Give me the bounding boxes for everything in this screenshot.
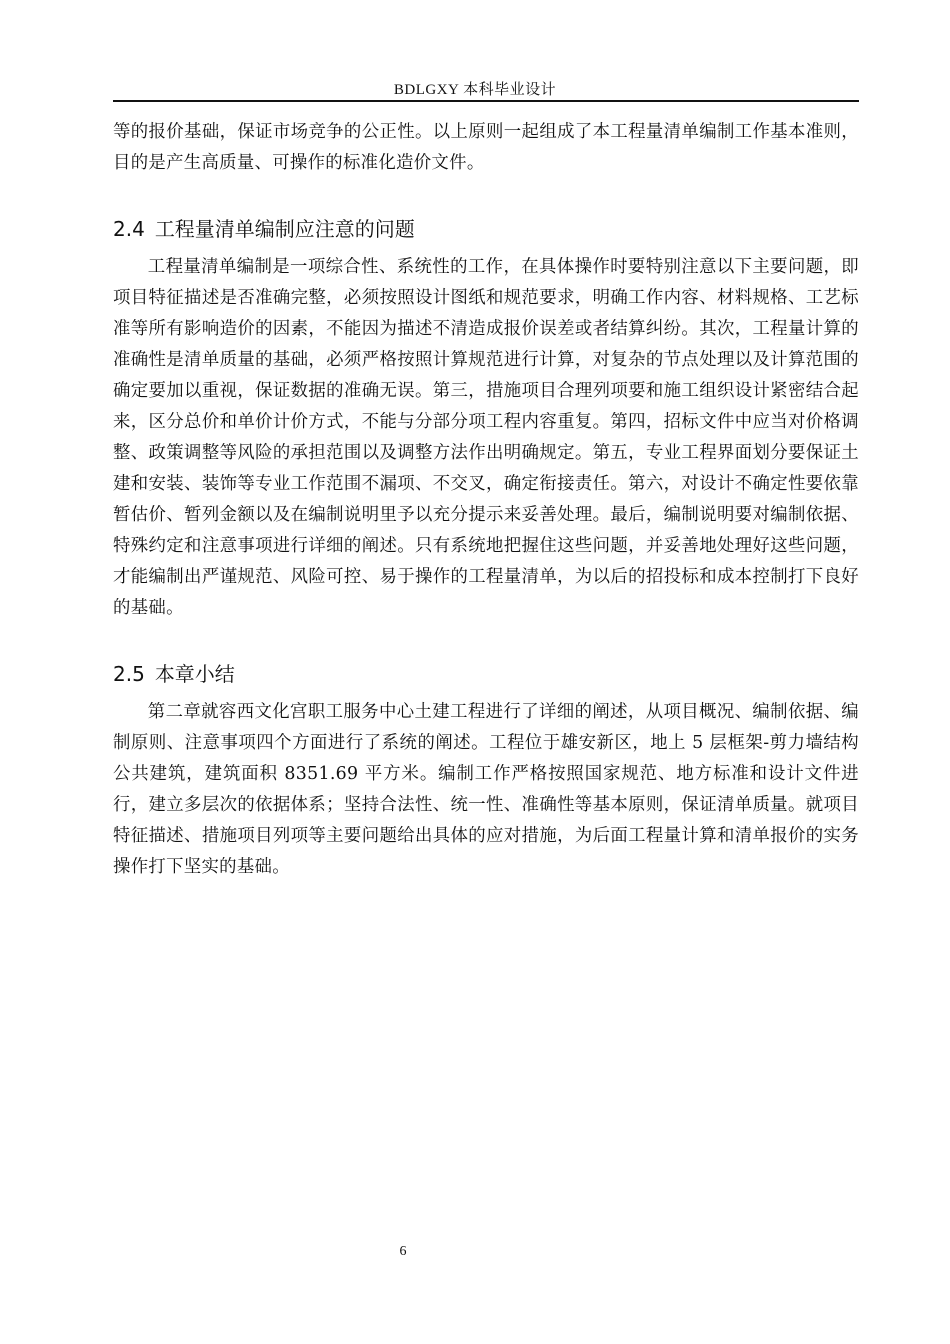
- page-content: [113, 117, 859, 883]
- section-2-4-paragraph: 工程量清单编制是一项综合性、系统性的工作，在具体操作时要特别注意以下主要问题，即项目特征描述是否准确完整，必须按照设计图纸和规范要求，明确工作内容、材料规格、工艺标准等所有影响造价的因素，不能因为描述不清造成报价误差或者结算纠纷。其次，工程量计算的准确性是清单质量的基础，必须严格按照计算规范进行计算，对复杂的节点处理以及计算范围的确定要加以重视，保证数据的准确无误。第三，措施项目合理列项要和施工组织设计紧密结合起来，区分总价和单价计价方式，不能与分部分项工程内容重复。第四，招标文件中应当对价格调整、政策调整等风险的承担范围以及调整方法作出明确规定。第五，专业工程界面划分要保证土建和安装、装饰等专业工作范围不漏项、不交叉，确定衔接责任。第六，对设计不确定性要依靠暂估价、暂列金额以及在编制说明里予以充分提示来妥善处理。最后，编制说明要对编制依据、特殊约定和注意事项进行详细的阐述。只有系统地把握住这些问题，并妥善地处理好这些问题，才能编制出严谨规范、风险可控、易于操作的工程量清单，为以后的招投标和成本控制打下良好的基础。: [113, 257, 859, 618]
- header-title: BDLGXY 本科毕业设计: [393, 82, 557, 98]
- section-heading-2-5: [113, 659, 859, 689]
- section-2-5-paragraph: 第二章就容西文化宫职工服务中心土建工程进行了详细的阐述，从项目概况、编制依据、编制原则、注意事项四个方面进行了系统的阐述。工程位于雄安新区，地上 5 层框架-剪力墙结构公共建筑，建筑面积 8351.69 平方米。编制工作严格按照国家规范、地方标准和设计文件进行，建立多层次的依据体系；坚持合法性、统一性、准确性等基本原则，保证清单质量。就项目特征描述、措施项目列项等主要问题给出具体的应对措施，为后面工程量计算和清单报价的实务操作打下坚实的基础。: [113, 702, 859, 877]
- section-number: 2.5: [113, 662, 145, 686]
- page-number: 6: [399, 1244, 407, 1259]
- section-number: 2.4: [113, 217, 145, 241]
- section-title: 本章小结: [154, 662, 235, 686]
- section-title: 工程量清单编制应注意的问题: [154, 217, 415, 241]
- header-divider: [113, 100, 859, 102]
- section-heading-2-4: [113, 214, 859, 244]
- intro-paragraph: 等的报价基础，保证市场竞争的公正性。以上原则一起组成了本工程量清单编制工作基本准则，目的是产生高质量、可操作的标准化造价文件。: [113, 122, 859, 173]
